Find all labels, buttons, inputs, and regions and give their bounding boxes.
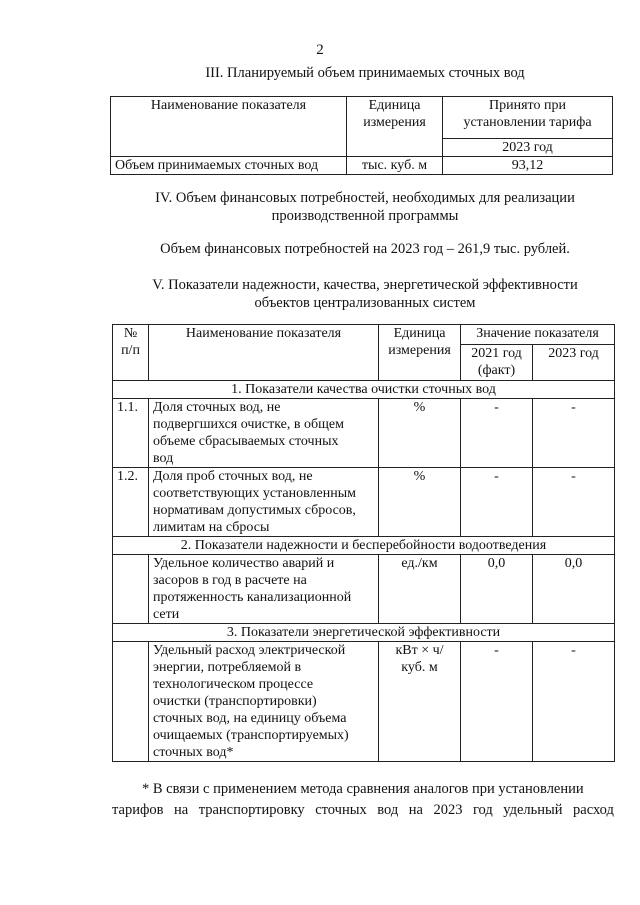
row-2-1-unit: ед./км — [379, 555, 461, 624]
row-3-1-2023: - — [533, 642, 615, 762]
table2-header-unit: Единица измерения — [379, 325, 461, 381]
row-1-2-no: 1.2. — [113, 468, 149, 537]
row-1-1-2021: - — [461, 399, 533, 468]
row-2-1-name: Удельное количество аварий и засоров в год в расчете на протяженность канализационной сети — [149, 555, 379, 624]
row-1-2-name: Доля проб сточных вод, не соответствующих установленным нормативам допустимых сбросов, лимитам на сбросы — [149, 468, 379, 537]
table2-header-no: № п/п — [113, 325, 149, 381]
section-4-title: IV. Объем финансовых потребностей, необходимых для реализации производственной программы — [155, 190, 575, 224]
row-1-1-name: Доля сточных вод, не подвергшихся очистке, в общем объеме сбрасываемых сточных вод — [149, 399, 379, 468]
group-2-title: 2. Показатели надежности и бесперебойности водоотведения — [113, 537, 615, 555]
table1-header-accepted: Принято при установлении тарифа — [443, 97, 613, 139]
section-5-title: V. Показатели надежности, качества, энергетической эффективности объектов централизованных систем — [152, 277, 578, 311]
row-3-1-no — [113, 642, 149, 762]
table1-row-unit: тыс. куб. м — [347, 157, 443, 175]
table2-header-2023: 2023 год — [533, 345, 615, 381]
footnote-line-2: тарифов на транспортировку сточных вод на 2023 год удельный расход — [112, 802, 614, 818]
row-1-1-2023: - — [533, 399, 615, 468]
group-3-title: 3. Показатели энергетической эффективности — [113, 624, 615, 642]
table1-header-unit: Единица измерения — [347, 97, 443, 157]
table1-header-name: Наименование показателя — [111, 97, 347, 157]
footnote-line-1: * В связи с применением метода сравнения аналогов при установлении — [142, 781, 584, 797]
financial-needs-sentence: Объем финансовых потребностей на 2023 год – 261,9 тыс. рублей. — [160, 241, 570, 257]
row-2-1-2023: 0,0 — [533, 555, 615, 624]
row-1-1-no: 1.1. — [113, 399, 149, 468]
table1-header-year: 2023 год — [443, 139, 613, 157]
planned-volume-table — [110, 96, 613, 175]
row-1-1-unit: % — [379, 399, 461, 468]
row-3-1-unit: кВт × ч/ куб. м — [379, 642, 461, 762]
row-2-1-no — [113, 555, 149, 624]
row-1-2-unit: % — [379, 468, 461, 537]
table2-header-2021: 2021 год (факт) — [461, 345, 533, 381]
table1-row-value: 93,12 — [443, 157, 613, 175]
row-2-1-2021: 0,0 — [461, 555, 533, 624]
page-number: 2 — [316, 42, 324, 58]
section-3-title: III. Планируемый объем принимаемых сточных вод — [205, 65, 525, 81]
table1-row-name: Объем принимаемых сточных вод — [111, 157, 347, 175]
table2-header-name: Наименование показателя — [149, 325, 379, 381]
row-1-2-2023: - — [533, 468, 615, 537]
table2-header-value: Значение показателя — [461, 325, 615, 345]
row-3-1-name: Удельный расход электрической энергии, потребляемой в технологическом процессе очистки (транспортировки) сточных вод, на единицу объема очищаемых (транспортируемых) сточных вод* — [149, 642, 379, 762]
indicators-table — [112, 324, 615, 762]
group-1-title: 1. Показатели качества очистки сточных вод — [113, 381, 615, 399]
row-1-2-2021: - — [461, 468, 533, 537]
row-3-1-2021: - — [461, 642, 533, 762]
